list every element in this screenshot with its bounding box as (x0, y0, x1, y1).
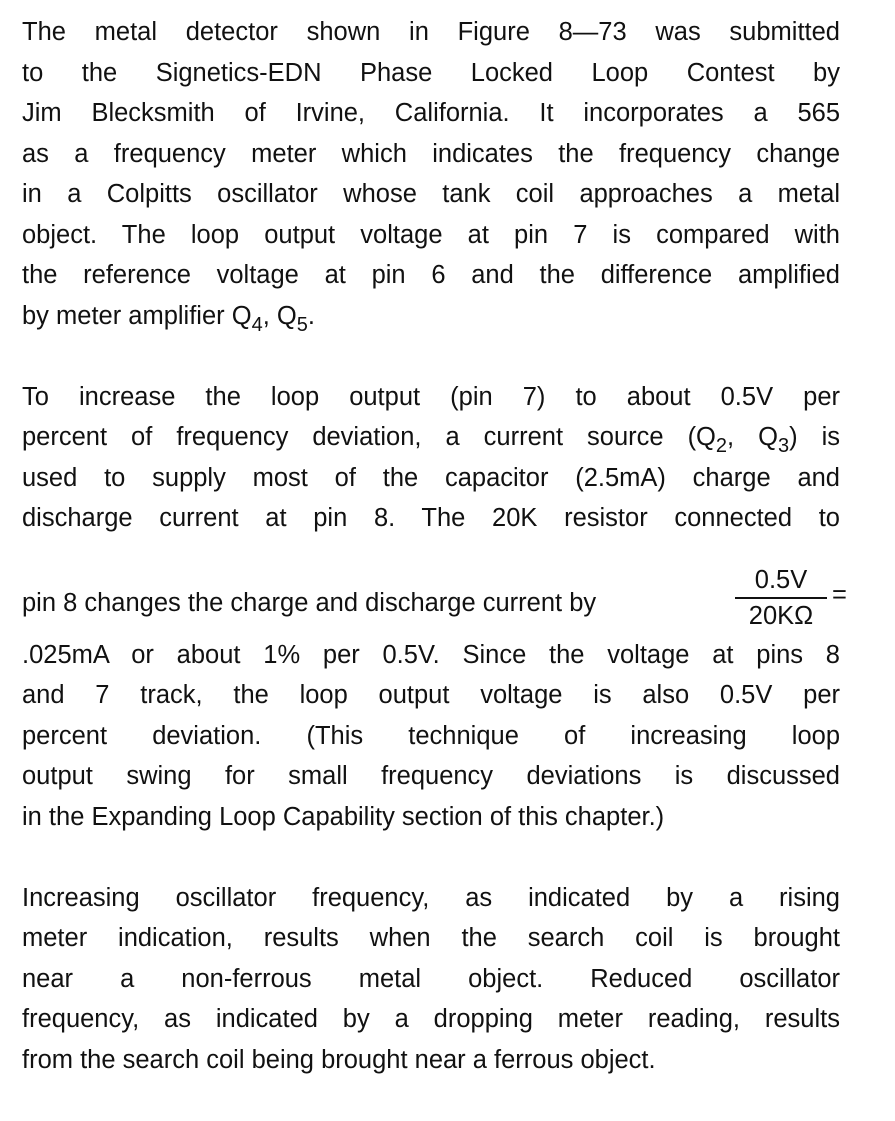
text-line: Increasing oscillator frequency, as indicated by a rising (22, 883, 840, 912)
text-line: .025mA or about 1% per 0.5V. Since the voltage at pins 8 (22, 640, 840, 669)
paragraph-1 (22, 12, 840, 336)
subscript: 3 (777, 435, 790, 457)
text-line: To increase the loop output (pin 7) to about 0.5V per (22, 382, 840, 411)
text-line: in the Expanding Loop Capability section of this chapter.) (22, 802, 665, 831)
paragraph-2 (22, 377, 847, 838)
text-line: percent deviation. (This technique of increasing loop (22, 721, 840, 750)
text-line: Jim Blecksmith of Irvine, California. It incorporates a 565 (22, 99, 840, 127)
text-line: pin 8 changes the charge and discharge current by (22, 588, 597, 617)
text-line: and 7 track, the loop output voltage is also 0.5V per (22, 681, 840, 709)
text-line: from the search coil being brought near a ferrous object. (22, 1045, 656, 1074)
fraction-denominator: 20KΩ (748, 601, 814, 630)
text-fragment: percent of frequency deviation, a current source (Q (22, 423, 716, 451)
text-line: object. The loop output voltage at pin 7 is compared with (22, 220, 840, 249)
subscript: 5 (296, 313, 308, 336)
subscript: 2 (715, 435, 728, 457)
text-line: meter indication, results when the search coil is brought (22, 924, 840, 952)
text-line: in a Colpitts oscillator whose tank coil approaches a metal (22, 180, 840, 208)
paragraph-3 (22, 878, 840, 1081)
text-line: frequency, as indicated by a dropping meter reading, results (22, 1005, 840, 1033)
fraction-bar (735, 597, 827, 599)
text-line: discharge current at pin 8. The 20K resistor connected to (22, 504, 840, 532)
text-line: output swing for small frequency deviations is discussed (22, 762, 840, 790)
text-line (22, 296, 840, 337)
fraction (735, 565, 827, 631)
fraction-line (22, 539, 847, 635)
text-line: used to supply most of the capacitor (2.5mA) charge and (22, 463, 840, 492)
text-fragment: by meter amplifier Q (22, 301, 252, 330)
text-line: the reference voltage at pin 6 and the difference amplified (22, 261, 840, 289)
text-line: The metal detector shown in Figure 8—73 was submitted (22, 18, 840, 46)
text-line: to the Signetics-EDN Phase Locked Loop Contest by (22, 58, 840, 87)
text-fragment: . (307, 301, 315, 330)
document-page (22, 12, 847, 1121)
subscript: 4 (251, 313, 263, 336)
text-line: as a frequency meter which indicates the frequency change (22, 139, 840, 168)
fraction-numerator: 0.5V (754, 565, 808, 594)
text-line: near a non-ferrous metal object. Reduced oscillator (22, 964, 840, 993)
text-fragment: ) is (789, 423, 841, 451)
text-line (22, 417, 840, 458)
text-fragment: , Q (727, 423, 778, 451)
equals-sign: = (832, 580, 847, 609)
text-fragment: , Q (262, 301, 297, 330)
